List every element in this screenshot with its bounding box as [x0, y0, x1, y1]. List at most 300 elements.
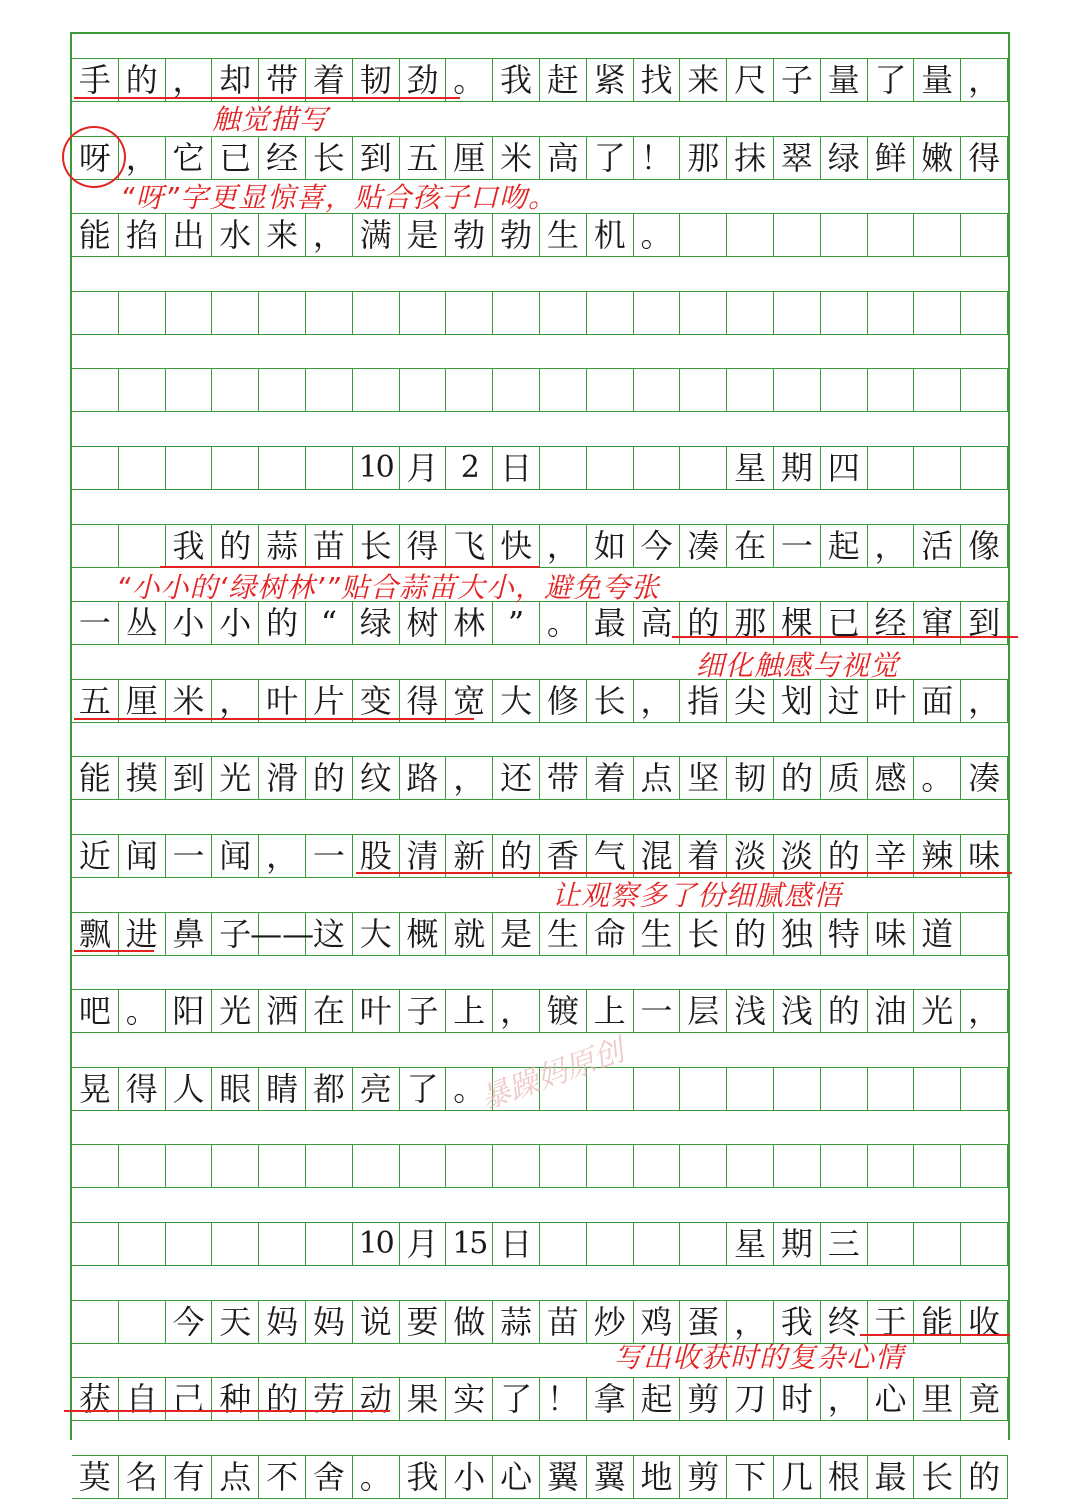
grid-cell: 能 — [72, 214, 119, 256]
grid-cell: 这 — [306, 913, 353, 955]
grid-cell: 苗 — [540, 1301, 587, 1343]
grid-cell — [119, 292, 166, 334]
grid-cell: 一 — [72, 602, 119, 644]
grid-cell: 睛 — [259, 1068, 306, 1110]
grid-cell: 感 — [868, 757, 915, 799]
grid-cell — [306, 292, 353, 334]
grid-cell: 拿 — [587, 1378, 634, 1420]
grid-cell: 的 — [306, 757, 353, 799]
grid-cell: 找 — [634, 59, 681, 101]
grid-cell: 的 — [821, 990, 868, 1032]
grid-cell — [961, 1223, 1008, 1265]
grid-cell: 带 — [259, 59, 306, 101]
grid-cell: 鸡 — [634, 1301, 681, 1343]
grid-cell — [400, 292, 447, 334]
grid-cell: 水 — [212, 214, 259, 256]
grid-cell: 路 — [400, 757, 447, 799]
grid-cell: 小 — [212, 602, 259, 644]
grid-cell: 飘 — [72, 913, 119, 955]
annotation-detail: 细化触感与视觉 — [696, 649, 900, 682]
grid-cell — [774, 1068, 821, 1110]
grid-cell: 层 — [680, 990, 727, 1032]
grid-cell: 凑 — [680, 525, 727, 567]
grid-cell: 我 — [166, 525, 213, 567]
grid-cell — [540, 1223, 587, 1265]
grid-cell: 能 — [72, 757, 119, 799]
grid-cell: 林 — [446, 602, 493, 644]
grid-cell: 的 — [774, 757, 821, 799]
grid-cell — [259, 369, 306, 411]
grid-cell: 小 — [446, 1456, 493, 1498]
grid-cell: 清 — [400, 835, 447, 877]
grid-cell: 不 — [259, 1456, 306, 1498]
grid-cell: 近 — [72, 835, 119, 877]
grid-cell — [400, 369, 447, 411]
grid-cell: 尺 — [727, 59, 774, 101]
grid-cell: 宽 — [446, 680, 493, 722]
grid-cell — [680, 447, 727, 489]
grid-cell — [446, 1145, 493, 1187]
grid-row — [72, 291, 1008, 335]
grid-cell — [961, 913, 1008, 955]
grid-cell: 米 — [166, 680, 213, 722]
grid-cell: 的 — [259, 1378, 306, 1420]
grid-cell: 光 — [212, 757, 259, 799]
grid-cell — [680, 292, 727, 334]
grid-cell: ， — [446, 757, 493, 799]
grid-cell: 长 — [914, 1456, 961, 1498]
grid-cell: 我 — [400, 1456, 447, 1498]
grid-cell: 叶 — [259, 680, 306, 722]
grid-cell: 味 — [961, 835, 1008, 877]
grid-cell: 高 — [540, 137, 587, 179]
grid-cell: 紧 — [587, 59, 634, 101]
grid-cell: 得 — [119, 1068, 166, 1110]
grid-row — [72, 1144, 1008, 1188]
grid-cell: 到 — [961, 602, 1008, 644]
grid-cell — [166, 369, 213, 411]
grid-cell — [821, 214, 868, 256]
grid-cell: 光 — [212, 990, 259, 1032]
grid-cell — [259, 292, 306, 334]
grid-cell — [353, 1145, 400, 1187]
grid-cell: 心 — [868, 1378, 915, 1420]
grid-cell: 丛 — [119, 602, 166, 644]
grid-cell: 星 — [727, 1223, 774, 1265]
grid-cell — [259, 447, 306, 489]
grid-cell: 做 — [446, 1301, 493, 1343]
grid-cell: 名 — [119, 1456, 166, 1498]
grid-cell: 了 — [493, 1378, 540, 1420]
grid-cell: 15 — [446, 1223, 493, 1265]
grid-cell: 的 — [727, 913, 774, 955]
grid-cell: 经 — [868, 602, 915, 644]
grid-cell: 特 — [821, 913, 868, 955]
grid-row — [72, 1222, 1008, 1266]
grid-cell: 指 — [680, 680, 727, 722]
grid-cell: 五 — [72, 680, 119, 722]
grid-cell — [821, 1145, 868, 1187]
grid-cell: “ — [306, 602, 353, 644]
grid-cell: 混 — [634, 835, 681, 877]
grid-cell: 已 — [821, 602, 868, 644]
grid-cell — [961, 1145, 1008, 1187]
grid-cell: 气 — [587, 835, 634, 877]
grid-cell — [634, 1223, 681, 1265]
grid-cell: ， — [212, 680, 259, 722]
grid-cell: 期 — [774, 1223, 821, 1265]
grid-cell: 蒜 — [259, 525, 306, 567]
grid-row — [72, 601, 1008, 645]
grid-cell: 能 — [914, 1301, 961, 1343]
grid-cell: 。 — [446, 1068, 493, 1110]
grid-cell: 长 — [587, 680, 634, 722]
grid-cell — [306, 447, 353, 489]
grid-cell: 翠 — [774, 137, 821, 179]
grid-cell: 是 — [400, 214, 447, 256]
grid-cell: 心 — [493, 1456, 540, 1498]
grid-cell — [259, 1223, 306, 1265]
grid-cell: 点 — [212, 1456, 259, 1498]
grid-cell: 它 — [166, 137, 213, 179]
grid-cell — [634, 369, 681, 411]
grid-cell: 四 — [821, 447, 868, 489]
grid-cell: 抹 — [727, 137, 774, 179]
annotation-insight: 让观察多了份细腻感悟 — [552, 879, 843, 912]
grid-row — [72, 912, 1008, 956]
grid-cell: 一 — [306, 835, 353, 877]
grid-cell: 量 — [914, 59, 961, 101]
grid-cell: 划 — [774, 680, 821, 722]
grid-cell: ， — [868, 525, 915, 567]
grid-cell: ， — [259, 835, 306, 877]
grid-cell: 都 — [306, 1068, 353, 1110]
grid-cell: 子 — [212, 913, 259, 955]
grid-cell: ， — [821, 1378, 868, 1420]
grid-cell: 高 — [634, 602, 681, 644]
grid-cell — [821, 1068, 868, 1110]
grid-cell: 吧 — [72, 990, 119, 1032]
grid-row — [72, 679, 1008, 723]
annotation-harvest: 写出收获时的复杂心情 — [614, 1341, 905, 1374]
grid-cell: 韧 — [727, 757, 774, 799]
grid-cell: 淡 — [774, 835, 821, 877]
grid-cell: 韧 — [353, 59, 400, 101]
grid-cell: 己 — [166, 1378, 213, 1420]
grid-cell: 点 — [634, 757, 681, 799]
grid-cell: 像 — [961, 525, 1008, 567]
grid-cell: 着 — [587, 757, 634, 799]
grid-cell: 炒 — [587, 1301, 634, 1343]
grid-cell: 了 — [587, 137, 634, 179]
grid-cell — [727, 292, 774, 334]
grid-cell: 掐 — [119, 214, 166, 256]
grid-cell — [400, 1145, 447, 1187]
grid-cell — [774, 292, 821, 334]
grid-cell — [868, 1068, 915, 1110]
grid-cell — [774, 214, 821, 256]
grid-cell: 。 — [634, 214, 681, 256]
grid-row — [72, 1377, 1008, 1421]
grid-cell: 。 — [353, 1456, 400, 1498]
grid-cell: 树 — [400, 602, 447, 644]
grid-cell: 实 — [446, 1378, 493, 1420]
grid-row — [72, 989, 1008, 1033]
grid-cell: 是 — [493, 913, 540, 955]
grid-cell: 长 — [353, 525, 400, 567]
grid-cell: 闻 — [119, 835, 166, 877]
grid-cell: 苗 — [306, 525, 353, 567]
grid-cell — [961, 214, 1008, 256]
grid-cell: 动 — [353, 1378, 400, 1420]
grid-cell: 的 — [259, 602, 306, 644]
grid-cell — [961, 292, 1008, 334]
grid-cell: 叶 — [353, 990, 400, 1032]
grid-row — [72, 136, 1008, 180]
grid-cell — [493, 292, 540, 334]
grid-cell: 浅 — [774, 990, 821, 1032]
grid-cell: 今 — [166, 1301, 213, 1343]
grid-cell — [119, 369, 166, 411]
grid-cell: 刀 — [727, 1378, 774, 1420]
grid-cell: 的 — [821, 835, 868, 877]
grid-cell: 片 — [306, 680, 353, 722]
grid-cell: 得 — [961, 137, 1008, 179]
writing-grid-sheet — [70, 32, 1010, 1496]
annotation-underline — [672, 636, 1018, 638]
grid-cell — [119, 1301, 166, 1343]
grid-cell — [587, 1223, 634, 1265]
grid-cell — [212, 292, 259, 334]
grid-cell: 上 — [587, 990, 634, 1032]
grid-cell: 获 — [72, 1378, 119, 1420]
grid-cell: 勃 — [446, 214, 493, 256]
annotation-circle — [62, 126, 126, 188]
grid-cell: 在 — [306, 990, 353, 1032]
grid-row — [72, 446, 1008, 490]
grid-cell — [493, 1145, 540, 1187]
grid-cell: 根 — [821, 1456, 868, 1498]
grid-cell: 尖 — [727, 680, 774, 722]
grid-cell: 辣 — [914, 835, 961, 877]
grid-cell: 舍 — [306, 1456, 353, 1498]
grid-cell: 棵 — [774, 602, 821, 644]
grid-cell: ， — [119, 137, 166, 179]
grid-cell — [587, 1145, 634, 1187]
grid-cell — [306, 1145, 353, 1187]
grid-cell: 翼 — [587, 1456, 634, 1498]
grid-cell: 出 — [166, 214, 213, 256]
grid-cell: 辛 — [868, 835, 915, 877]
grid-cell: 得 — [400, 525, 447, 567]
grid-cell: 日 — [493, 447, 540, 489]
grid-cell: 新 — [446, 835, 493, 877]
grid-cell — [680, 214, 727, 256]
grid-cell: 10 — [353, 1223, 400, 1265]
grid-cell: 有 — [166, 1456, 213, 1498]
grid-cell: ！ — [540, 1378, 587, 1420]
grid-cell: 收 — [961, 1301, 1008, 1343]
grid-cell: 凑 — [961, 757, 1008, 799]
grid-cell: 香 — [540, 835, 587, 877]
grid-cell: 的 — [119, 59, 166, 101]
grid-cell — [634, 1068, 681, 1110]
grid-cell — [868, 447, 915, 489]
grid-cell: 子 — [774, 59, 821, 101]
grid-cell: 勃 — [493, 214, 540, 256]
grid-cell: 得 — [400, 680, 447, 722]
grid-cell — [914, 1068, 961, 1110]
grid-cell: 眼 — [212, 1068, 259, 1110]
grid-cell — [727, 369, 774, 411]
grid-cell — [914, 1145, 961, 1187]
watermark-text: 暴躁妈原创 — [475, 1033, 629, 1118]
grid-cell: 果 — [400, 1378, 447, 1420]
grid-cell: 了 — [400, 1068, 447, 1110]
grid-cell: 竟 — [961, 1378, 1008, 1420]
grid-cell: 10 — [353, 447, 400, 489]
grid-cell: 进 — [119, 913, 166, 955]
grid-cell: 命 — [587, 913, 634, 955]
grid-cell: ！ — [634, 137, 681, 179]
grid-cell — [72, 292, 119, 334]
grid-cell — [727, 214, 774, 256]
grid-cell: 生 — [540, 214, 587, 256]
grid-cell: ， — [493, 990, 540, 1032]
grid-cell — [353, 292, 400, 334]
grid-cell: 着 — [680, 835, 727, 877]
grid-cell: 。 — [914, 757, 961, 799]
grid-cell: 天 — [212, 1301, 259, 1343]
grid-cell: 下 — [727, 1456, 774, 1498]
grid-cell: 米 — [493, 137, 540, 179]
grid-cell — [587, 292, 634, 334]
grid-cell — [306, 369, 353, 411]
grid-cell: 。 — [119, 990, 166, 1032]
grid-cell — [212, 447, 259, 489]
grid-cell — [446, 292, 493, 334]
grid-cell: 到 — [166, 757, 213, 799]
grid-row — [72, 524, 1008, 568]
grid-cell: ， — [961, 990, 1008, 1032]
annotation-forest: “小小的‘绿树林’”贴合蒜苗大小，避免夸张 — [116, 571, 660, 604]
grid-cell: 起 — [821, 525, 868, 567]
grid-cell — [914, 1223, 961, 1265]
grid-cell: 的 — [493, 835, 540, 877]
grid-cell: 蒜 — [493, 1301, 540, 1343]
grid-cell: 摸 — [119, 757, 166, 799]
grid-cell — [493, 369, 540, 411]
grid-cell: ， — [727, 1301, 774, 1343]
grid-cell — [961, 447, 1008, 489]
grid-cell — [212, 1145, 259, 1187]
grid-cell: 说 — [353, 1301, 400, 1343]
grid-cell: 赶 — [540, 59, 587, 101]
grid-cell — [119, 525, 166, 567]
grid-cell: 光 — [914, 990, 961, 1032]
grid-cell: 最 — [587, 602, 634, 644]
grid-cell: 日 — [493, 1223, 540, 1265]
grid-cell — [868, 1223, 915, 1265]
grid-cell: 的 — [680, 602, 727, 644]
grid-cell: 绿 — [821, 137, 868, 179]
grid-cell — [961, 1068, 1008, 1110]
grid-cell: 劲 — [400, 59, 447, 101]
grid-cell: 生 — [634, 913, 681, 955]
grid-cell: 呀 — [72, 137, 119, 179]
grid-cell: 妈 — [259, 1301, 306, 1343]
grid-cell: 道 — [914, 913, 961, 955]
grid-cell — [72, 525, 119, 567]
grid-cell: 。 — [446, 59, 493, 101]
annotation-touch: 触觉描写 — [212, 103, 329, 136]
grid-cell: 在 — [727, 525, 774, 567]
grid-cell: 晃 — [72, 1068, 119, 1110]
grid-cell — [259, 1145, 306, 1187]
grid-cell: 小 — [166, 602, 213, 644]
grid-cell: 质 — [821, 757, 868, 799]
grid-cell: 浅 — [727, 990, 774, 1032]
grid-cell — [727, 1145, 774, 1187]
grid-cell: 手 — [72, 59, 119, 101]
grid-cell — [774, 1145, 821, 1187]
grid-cell: 独 — [774, 913, 821, 955]
grid-cell: 到 — [353, 137, 400, 179]
grid-cell: 剪 — [680, 1456, 727, 1498]
grid-cell — [634, 292, 681, 334]
grid-cell: —— — [250, 914, 315, 953]
grid-cell: 却 — [212, 59, 259, 101]
grid-cell: ” — [493, 602, 540, 644]
grid-cell — [212, 369, 259, 411]
grid-cell: 纹 — [353, 757, 400, 799]
grid-cell: 上 — [446, 990, 493, 1032]
grid-cell: 大 — [353, 913, 400, 955]
grid-row — [72, 213, 1008, 257]
grid-cell — [166, 1145, 213, 1187]
grid-cell: 那 — [727, 602, 774, 644]
grid-cell: 了 — [868, 59, 915, 101]
grid-cell: 还 — [493, 757, 540, 799]
grid-cell: 洒 — [259, 990, 306, 1032]
grid-cell — [119, 1145, 166, 1187]
grid-cell: 于 — [868, 1301, 915, 1343]
grid-cell: 大 — [493, 680, 540, 722]
grid-cell: 子 — [400, 990, 447, 1032]
grid-cell — [680, 1223, 727, 1265]
grid-cell: 长 — [680, 913, 727, 955]
annotation-underline — [74, 718, 474, 720]
grid-cell: 五 — [400, 137, 447, 179]
grid-cell: 就 — [446, 913, 493, 955]
grid-cell — [72, 1145, 119, 1187]
grid-cell: 股 — [353, 835, 400, 877]
grid-cell — [119, 1223, 166, 1265]
grid-cell — [72, 447, 119, 489]
grid-cell: ， — [540, 525, 587, 567]
grid-cell: 面 — [914, 680, 961, 722]
annotation-ya: “呀”字更显惊喜，贴合孩子口吻。 — [120, 181, 558, 214]
grid-cell: 剪 — [680, 1378, 727, 1420]
grid-cell — [821, 292, 868, 334]
grid-cell: 劳 — [306, 1378, 353, 1420]
grid-cell: 阳 — [166, 990, 213, 1032]
grid-cell — [166, 447, 213, 489]
grid-cell: 鼻 — [166, 913, 213, 955]
grid-cell: 一 — [634, 990, 681, 1032]
annotation-underline — [74, 950, 154, 952]
grid-cell — [914, 292, 961, 334]
